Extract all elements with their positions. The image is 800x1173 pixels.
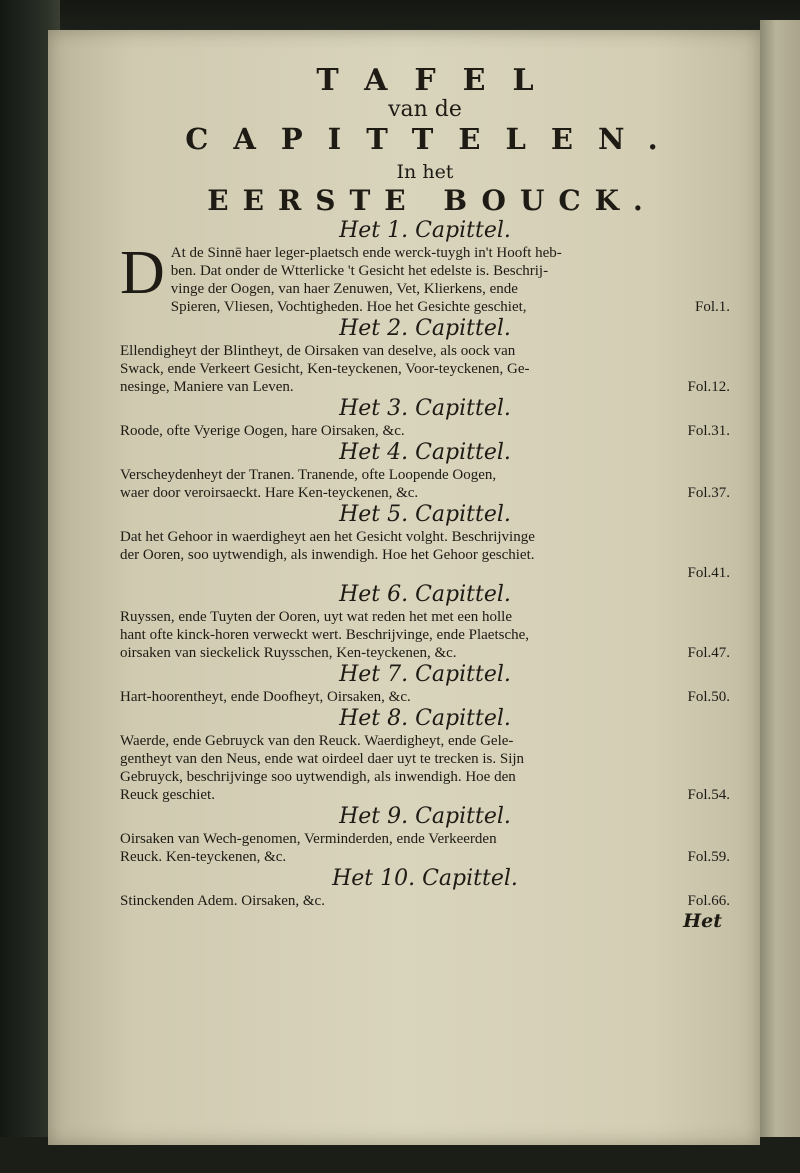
summary-text: Roode, ofte Vyerige Oogen, hare Oirsaken, &c. <box>120 423 405 439</box>
summary-text: nesinge, Maniere van Leven. <box>120 379 294 395</box>
subtitle-capittelen: CAPITTELEN. <box>185 122 683 156</box>
folio-reference: Fol.54. <box>687 787 730 803</box>
summary-line <box>120 528 730 546</box>
summary-line <box>120 378 730 396</box>
folio-reference: Fol.12. <box>687 379 730 395</box>
chapter-summary <box>120 422 730 440</box>
chapter-heading: Het 3. Capittel. <box>339 396 511 421</box>
summary-line <box>120 732 730 750</box>
summary-line <box>120 892 730 910</box>
summary-text: Hart-hoorentheyt, ende Doofheyt, Oirsaken, &c. <box>120 689 411 705</box>
summary-line <box>120 644 730 662</box>
drop-cap: D <box>120 239 165 307</box>
summary-line <box>171 280 730 298</box>
chapter-entry <box>120 502 730 582</box>
summary-line <box>120 466 730 484</box>
table-of-contents <box>120 60 730 1060</box>
chapter-summary <box>120 608 730 662</box>
summary-line <box>171 244 730 262</box>
summary-line <box>120 360 730 378</box>
summary-text: Spieren, Vliesen, Vochtigheden. Hoe het Gesichte geschiet, <box>170 299 527 315</box>
chapter-entry <box>120 396 730 440</box>
summary-line <box>171 262 730 280</box>
chapter-entry <box>120 866 730 910</box>
summary-line <box>120 564 730 582</box>
summary-text: Gebruyck, beschrijvinge soo uytwendigh, als inwendigh. Hoe den <box>120 769 516 785</box>
adjacent-page-edge <box>760 20 800 1150</box>
chapter-entry <box>120 440 730 502</box>
chapter-entry <box>120 582 730 662</box>
chapter-entry <box>120 218 730 316</box>
folio-reference: Fol.66. <box>687 893 730 909</box>
chapter-summary <box>120 892 730 910</box>
chapter-entry <box>120 706 730 804</box>
chapter-entry <box>120 804 730 866</box>
summary-text: waer door veroirsaeckt. Hare Ken-teyckenen, &c. <box>120 485 419 501</box>
summary-line <box>120 546 730 564</box>
chapter-list <box>120 218 730 910</box>
chapter-heading: Het 2. Capittel. <box>339 316 511 341</box>
summary-text: At de Sinnē haer leger-plaetsch ende werck-tuygh in't Hooft heb- <box>170 245 562 261</box>
chapter-heading: Het 4. Capittel. <box>339 440 511 465</box>
subtitle-in-het: In het <box>396 161 454 183</box>
subtitle-van-de: van de <box>388 97 462 122</box>
summary-line <box>120 484 730 502</box>
summary-line <box>120 688 730 706</box>
summary-text: Waerde, ende Gebruyck van den Reuck. Waerdigheyt, ende Gele- <box>120 733 514 749</box>
summary-line <box>120 342 730 360</box>
summary-line <box>120 768 730 786</box>
summary-text: Verscheydenheyt der Tranen. Tranende, ofte Loopende Oogen, <box>120 467 497 483</box>
summary-line <box>171 298 730 316</box>
summary-text: vinge der Oogen, van haer Zenuwen, Vet, Klierkens, ende <box>170 281 518 297</box>
summary-line <box>120 626 730 644</box>
summary-text: Swack, ende Verkeert Gesicht, Ken-teyckenen, Voor-teyckenen, Ge- <box>120 361 530 377</box>
summary-text: Ruyssen, ende Tuyten der Ooren, uyt wat reden het met een holle <box>120 609 512 625</box>
summary-text: oirsaken van sieckelick Ruysschen, Ken-teyckenen, &c. <box>120 645 457 661</box>
chapter-heading: Het 8. Capittel. <box>339 706 511 731</box>
summary-line <box>120 750 730 768</box>
summary-line <box>120 786 730 804</box>
folio-reference: Fol.1. <box>694 299 730 315</box>
chapter-summary <box>120 342 730 396</box>
summary-text: ben. Dat onder de Wtterlicke 't Gesicht het edelste is. Beschrij- <box>170 263 549 279</box>
chapter-summary <box>120 688 730 706</box>
page-title: TAFEL <box>316 63 561 98</box>
folio-reference: Fol.50. <box>687 689 730 705</box>
summary-line <box>120 848 730 866</box>
summary-line <box>120 608 730 626</box>
summary-text: Stinckenden Adem. Oirsaken, &c. <box>120 893 325 909</box>
summary-text: Reuck geschiet. <box>120 787 215 803</box>
book-title: EERSTE BOUCK. <box>207 184 657 217</box>
chapter-summary <box>120 466 730 502</box>
folio-reference: Fol.59. <box>687 849 730 865</box>
folio-reference: Fol.47. <box>687 645 730 661</box>
summary-line <box>120 830 730 848</box>
summary-line <box>120 422 730 440</box>
chapter-heading: Het 5. Capittel. <box>339 502 511 527</box>
catchword: Het <box>683 910 722 932</box>
chapter-summary <box>120 528 730 582</box>
chapter-entry <box>120 662 730 706</box>
summary-text: Dat het Gehoor in waerdigheyt aen het Gesicht volght. Beschrijvinge <box>120 529 535 545</box>
chapter-summary <box>120 239 730 316</box>
summary-text: der Ooren, soo uytwendigh, als inwendigh. Hoe het Gehoor geschiet. <box>120 547 535 563</box>
chapter-heading: Het 6. Capittel. <box>339 582 511 607</box>
chapter-summary <box>120 732 730 804</box>
summary-text: hant ofte kinck-horen verweckt wert. Beschrijvinge, ende Plaetsche, <box>120 627 530 643</box>
chapter-heading: Het 10. Capittel. <box>332 866 518 891</box>
chapter-heading: Het 1. Capittel. <box>339 218 511 243</box>
summary-text: gentheyt van den Neus, ende wat oirdeel daer uyt te trecken is. Sijn <box>120 751 525 767</box>
chapter-heading: Het 7. Capittel. <box>339 662 511 687</box>
summary-text: Ellendigheyt der Blintheyt, de Oirsaken van deselve, als oock van <box>120 343 516 359</box>
chapter-heading: Het 9. Capittel. <box>339 804 511 829</box>
folio-reference: Fol.41. <box>687 565 730 581</box>
chapter-entry <box>120 316 730 396</box>
chapter-summary <box>120 830 730 866</box>
folio-reference: Fol.31. <box>687 423 730 439</box>
summary-text: Reuck. Ken-teyckenen, &c. <box>120 849 287 865</box>
folio-reference: Fol.37. <box>687 485 730 501</box>
summary-text: Oirsaken van Wech-genomen, Verminderden, ende Verkeerden <box>120 831 497 847</box>
